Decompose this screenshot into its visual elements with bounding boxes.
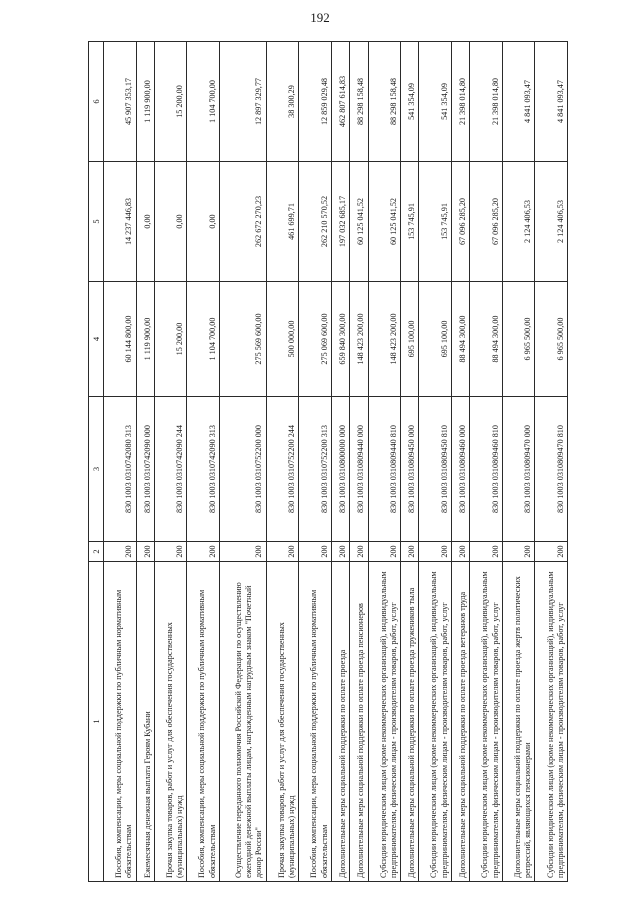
row-approved-amount: 88 494 300,00 [470, 282, 503, 397]
row-description: Дополнительные меры социальной поддержки по оплате проезда ветеранов труда [451, 562, 469, 882]
row-remaining-amount: 1 104 700,00 [187, 42, 220, 162]
row-admin-code: 200 [266, 542, 299, 562]
row-admin-code: 200 [154, 542, 187, 562]
row-remaining-amount: 88 298 158,48 [350, 42, 368, 162]
table-row [331, 42, 349, 882]
col-header-1: 1 [89, 562, 104, 882]
row-budget-classification-code: 830 1003 0310809460 000 [451, 397, 469, 542]
row-description: Ежемесячная денежная выплата Героям Кубани [136, 562, 154, 882]
row-description: Прочая закупка товаров, работ и услуг для обеспечения государственных (муниципальных) нужд [266, 562, 299, 882]
row-executed-amount: 67 096 285,20 [451, 162, 469, 282]
table-row [350, 42, 368, 882]
row-approved-amount: 1 104 700,00 [187, 282, 220, 397]
row-remaining-amount: 4 841 093,47 [502, 42, 535, 162]
row-executed-amount: 2 124 406,53 [502, 162, 535, 282]
row-description: Субсидии юридическим лицам (кроме некоммерческих организаций), индивидуальным предпринимателям, физическим лицам - производителям товаров, работ, услуг [368, 562, 401, 882]
row-remaining-amount: 541 354,09 [419, 42, 452, 162]
row-budget-classification-code: 830 1003 0310809440 810 [368, 397, 401, 542]
row-budget-classification-code: 830 1003 0310809450 810 [419, 397, 452, 542]
table-row [154, 42, 187, 882]
table-row [502, 42, 535, 882]
row-approved-amount: 275 069 600,00 [299, 282, 332, 397]
row-remaining-amount: 88 298 158,48 [368, 42, 401, 162]
row-admin-code: 200 [350, 542, 368, 562]
row-executed-amount: 153 745,91 [401, 162, 419, 282]
row-approved-amount: 500 000,00 [266, 282, 299, 397]
row-executed-amount: 14 237 446,83 [104, 162, 137, 282]
row-description: Пособия, компенсации, меры социальной поддержки по публичным нормативным обязательствам [299, 562, 332, 882]
row-description: Субсидии юридическим лицам (кроме некоммерческих организаций), индивидуальным предпринимателям, физическим лицам - производителям товаров, работ, услуг [470, 562, 503, 882]
budget-table [88, 41, 568, 882]
row-remaining-amount: 21 398 014,80 [451, 42, 469, 162]
row-description: Пособия, компенсации, меры социальной поддержки по публичным нормативным обязательствам [104, 562, 137, 882]
row-admin-code: 200 [401, 542, 419, 562]
row-executed-amount: 0,00 [154, 162, 187, 282]
row-approved-amount: 6 965 500,00 [535, 282, 568, 397]
table-row [219, 42, 266, 882]
row-executed-amount: 262 210 570,52 [299, 162, 332, 282]
row-admin-code: 200 [535, 542, 568, 562]
row-remaining-amount: 15 200,00 [154, 42, 187, 162]
row-admin-code: 200 [451, 542, 469, 562]
row-remaining-amount: 12 859 029,48 [299, 42, 332, 162]
row-approved-amount: 15 200,00 [154, 282, 187, 397]
row-approved-amount: 148 423 200,00 [350, 282, 368, 397]
rotated-table-container [88, 42, 568, 882]
row-approved-amount: 275 569 600,00 [219, 282, 266, 397]
row-admin-code: 200 [136, 542, 154, 562]
row-admin-code: 200 [104, 542, 137, 562]
row-remaining-amount: 541 354,09 [401, 42, 419, 162]
row-admin-code: 200 [331, 542, 349, 562]
row-budget-classification-code: 830 1003 0310809470 000 [502, 397, 535, 542]
row-executed-amount: 0,00 [187, 162, 220, 282]
row-budget-classification-code: 830 1003 0310742080 313 [104, 397, 137, 542]
table-row [266, 42, 299, 882]
row-admin-code: 200 [187, 542, 220, 562]
row-approved-amount: 148 423 200,00 [368, 282, 401, 397]
row-description: Субсидии юридическим лицам (кроме некоммерческих организаций), индивидуальным предпринимателям, физическим лицам - производителям товаров, работ, услуг [535, 562, 568, 882]
row-budget-classification-code: 830 1003 0310752200 313 [299, 397, 332, 542]
row-budget-classification-code: 830 1003 0310809450 000 [401, 397, 419, 542]
row-budget-classification-code: 830 1003 0310800000 000 [331, 397, 349, 542]
table-row [470, 42, 503, 882]
row-description: Субсидии юридическим лицам (кроме некоммерческих организаций), индивидуальным предпринимателям, физическим лицам - производителям товаров, работ, услуг [419, 562, 452, 882]
row-executed-amount: 461 699,71 [266, 162, 299, 282]
table-row [104, 42, 137, 882]
row-description: Дополнительные меры социальной поддержки по оплате проезда жертв политических репрессий, являющихся пенсионерами [502, 562, 535, 882]
row-admin-code: 200 [419, 542, 452, 562]
table-row [419, 42, 452, 882]
row-admin-code: 200 [368, 542, 401, 562]
row-admin-code: 200 [299, 542, 332, 562]
col-header-5: 5 [89, 162, 104, 282]
row-budget-classification-code: 830 1003 0310809460 810 [470, 397, 503, 542]
row-remaining-amount: 462 807 614,83 [331, 42, 349, 162]
row-admin-code: 200 [502, 542, 535, 562]
row-approved-amount: 60 144 800,00 [104, 282, 137, 397]
row-description: Дополнительные меры социальной поддержки по оплате проезда тружеников тыла [401, 562, 419, 882]
row-remaining-amount: 1 119 900,00 [136, 42, 154, 162]
row-admin-code: 200 [470, 542, 503, 562]
row-budget-classification-code: 830 1003 0310742090 000 [136, 397, 154, 542]
row-approved-amount: 659 840 300,00 [331, 282, 349, 397]
row-description: Прочая закупка товаров, работ и услуг для обеспечения государственных (муниципальных) нужд [154, 562, 187, 882]
row-budget-classification-code: 830 1003 0310752200 244 [266, 397, 299, 542]
table-row [368, 42, 401, 882]
row-budget-classification-code: 830 1003 0310742090 244 [154, 397, 187, 542]
table-row [299, 42, 332, 882]
row-budget-classification-code: 830 1003 0310752200 000 [219, 397, 266, 542]
row-approved-amount: 1 119 900,00 [136, 282, 154, 397]
row-remaining-amount: 38 300,29 [266, 42, 299, 162]
row-executed-amount: 153 745,91 [419, 162, 452, 282]
row-remaining-amount: 4 841 093,47 [535, 42, 568, 162]
landscape-table-frame [88, 42, 568, 882]
row-executed-amount: 60 125 041,52 [368, 162, 401, 282]
table-row [451, 42, 469, 882]
row-executed-amount: 262 672 270,23 [219, 162, 266, 282]
table-row [401, 42, 419, 882]
row-budget-classification-code: 830 1003 0310809470 810 [535, 397, 568, 542]
col-header-6: 6 [89, 42, 104, 162]
row-budget-classification-code: 830 1003 0310809440 000 [350, 397, 368, 542]
row-executed-amount: 0,00 [136, 162, 154, 282]
row-admin-code: 200 [219, 542, 266, 562]
col-header-4: 4 [89, 282, 104, 397]
row-description: Дополнительные меры социальной поддержки по оплате проезда пенсионеров [350, 562, 368, 882]
header-row [89, 42, 104, 882]
col-header-3: 3 [89, 397, 104, 542]
row-budget-classification-code: 830 1003 0310742090 313 [187, 397, 220, 542]
row-description: Дополнительные меры социальной поддержки по оплате проезда [331, 562, 349, 882]
row-executed-amount: 67 096 285,20 [470, 162, 503, 282]
row-remaining-amount: 21 398 014,80 [470, 42, 503, 162]
table-row [136, 42, 154, 882]
row-approved-amount: 695 100,00 [419, 282, 452, 397]
table-row [187, 42, 220, 882]
row-approved-amount: 695 100,00 [401, 282, 419, 397]
row-executed-amount: 197 032 685,17 [331, 162, 349, 282]
row-approved-amount: 88 494 300,00 [451, 282, 469, 397]
row-executed-amount: 2 124 406,53 [535, 162, 568, 282]
row-remaining-amount: 12 897 329,77 [219, 42, 266, 162]
table-row [535, 42, 568, 882]
page-number: 192 [310, 10, 330, 25]
table-body [104, 42, 568, 882]
col-header-2: 2 [89, 542, 104, 562]
row-description: Осуществление переданного полномочия Российской Федерации по осуществлению ежегодной денежной выплаты лицам, награжденным нагрудным знаком "Почетный донор России" [219, 562, 266, 882]
row-description: Пособия, компенсации, меры социальной поддержки по публичным нормативным обязательствам [187, 562, 220, 882]
row-approved-amount: 6 965 500,00 [502, 282, 535, 397]
row-remaining-amount: 45 907 353,17 [104, 42, 137, 162]
row-executed-amount: 60 125 041,52 [350, 162, 368, 282]
